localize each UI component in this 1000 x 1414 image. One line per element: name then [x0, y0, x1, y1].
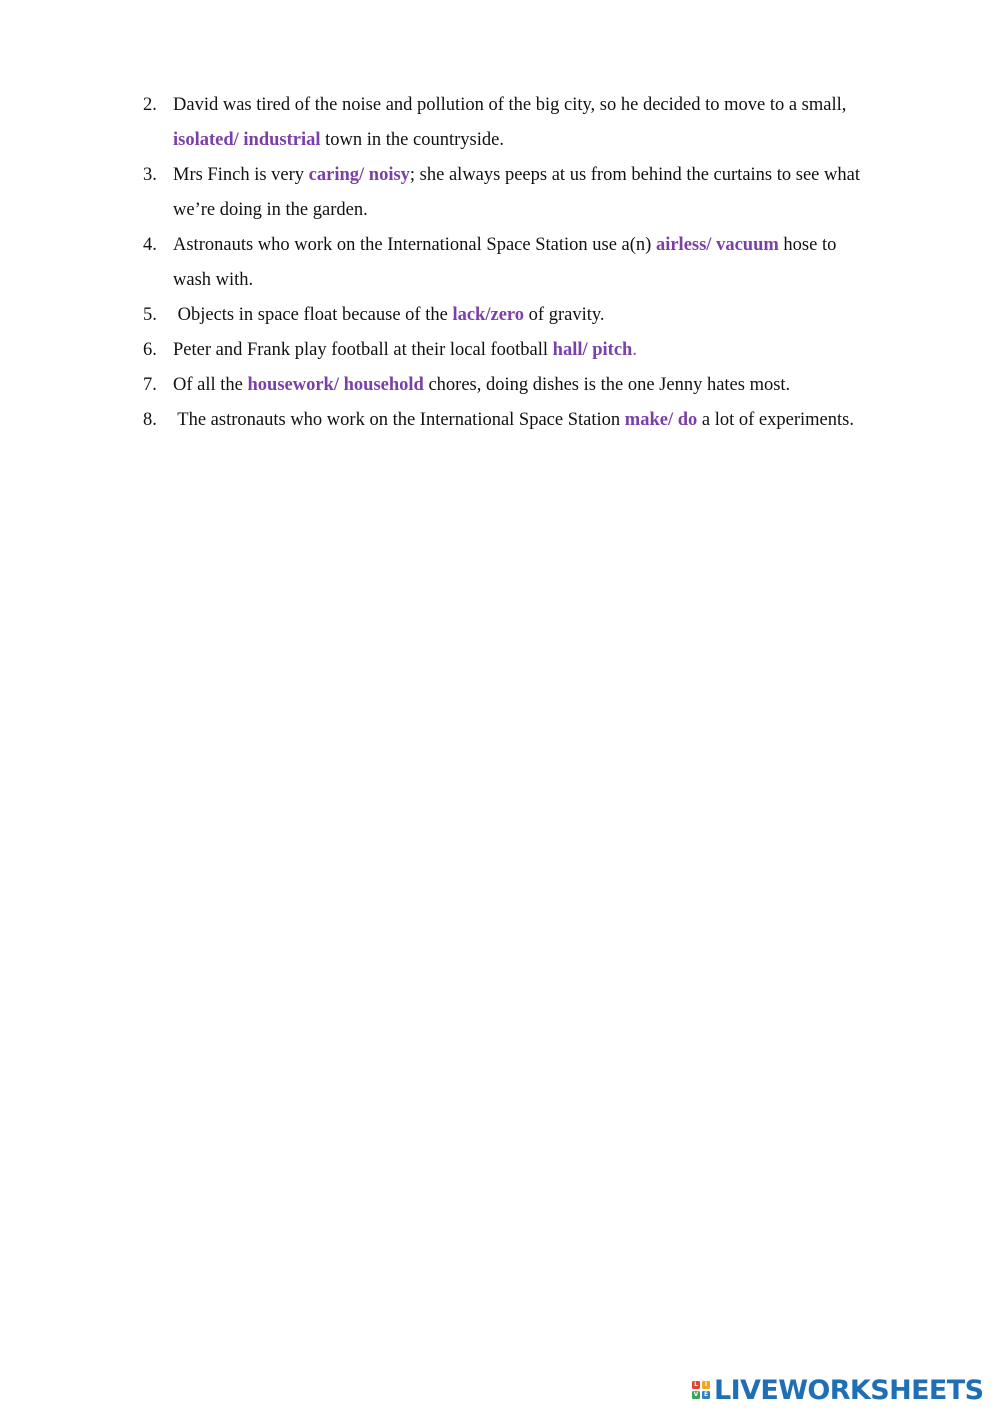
item-number: 2. — [143, 95, 157, 115]
sentence-text: hose to — [778, 235, 841, 255]
sentence-text: ; she always peeps at us from behind the curtains to see what — [409, 165, 865, 185]
item-number: 7. — [143, 375, 157, 395]
sentence-text: Peter and Frank play football at their local football — [173, 340, 553, 360]
answer-option[interactable]: caring/ noisy — [308, 165, 410, 185]
answer-option[interactable]: lack/zero — [452, 305, 525, 325]
sentence-text: a lot of experiments. — [697, 410, 854, 430]
sentence-text: Mrs Finch is very — [173, 165, 309, 185]
exercise-item — [140, 403, 940, 438]
item-number: 3. — [143, 165, 157, 185]
logo-tile: V — [693, 1391, 699, 1398]
sentence-text: The astronauts who work on the International Space Station — [173, 410, 625, 430]
sentence-text: chores, doing dishes is the one Jenny hates most. — [423, 375, 791, 395]
sentence-text: we’re doing in the garden. — [173, 200, 368, 220]
item-number: 6. — [143, 340, 157, 360]
sentence-text: Of all the — [173, 375, 248, 395]
answer-option[interactable]: isolated/ industrial — [173, 130, 321, 150]
sentence-text: town in the countryside. — [320, 130, 504, 150]
answer-option[interactable]: housework/ household — [247, 375, 424, 395]
sentence-text: of gravity. — [524, 305, 605, 325]
item-number: 4. — [143, 235, 157, 255]
logo-tile: E — [703, 1391, 709, 1398]
sentence-text: David was tired of the noise and pollution of the big city, so he decided to move to a small, — [173, 95, 852, 115]
answer-option[interactable]: airless/ vacuum — [655, 235, 779, 255]
liveworksheets-logo — [692, 1374, 983, 1406]
exercise-item — [140, 368, 940, 403]
sentence-text: Astronauts who work on the International Space Station use a(n) — [173, 235, 656, 255]
exercise-list — [140, 88, 940, 438]
exercise-item — [140, 333, 940, 368]
exercise-item — [140, 88, 940, 158]
exercise-item — [140, 298, 940, 333]
item-number: 5. — [143, 305, 157, 325]
sentence-text: Objects in space float because of the — [173, 305, 453, 325]
exercise-item — [140, 228, 940, 298]
liveworksheets-logo-icon — [692, 1381, 710, 1399]
item-number: 8. — [143, 410, 157, 430]
logo-tile: I — [702, 1381, 710, 1389]
exercise-item — [140, 158, 940, 228]
answer-option[interactable]: make/ do — [624, 410, 698, 430]
sentence-punctuation: . — [632, 340, 637, 360]
logo-tile: L — [692, 1381, 700, 1389]
sentence-text: wash with. — [173, 270, 254, 290]
logo-wordmark: LIVEWORKSHEETS — [714, 1374, 984, 1406]
answer-option[interactable]: hall/ pitch — [552, 340, 633, 360]
